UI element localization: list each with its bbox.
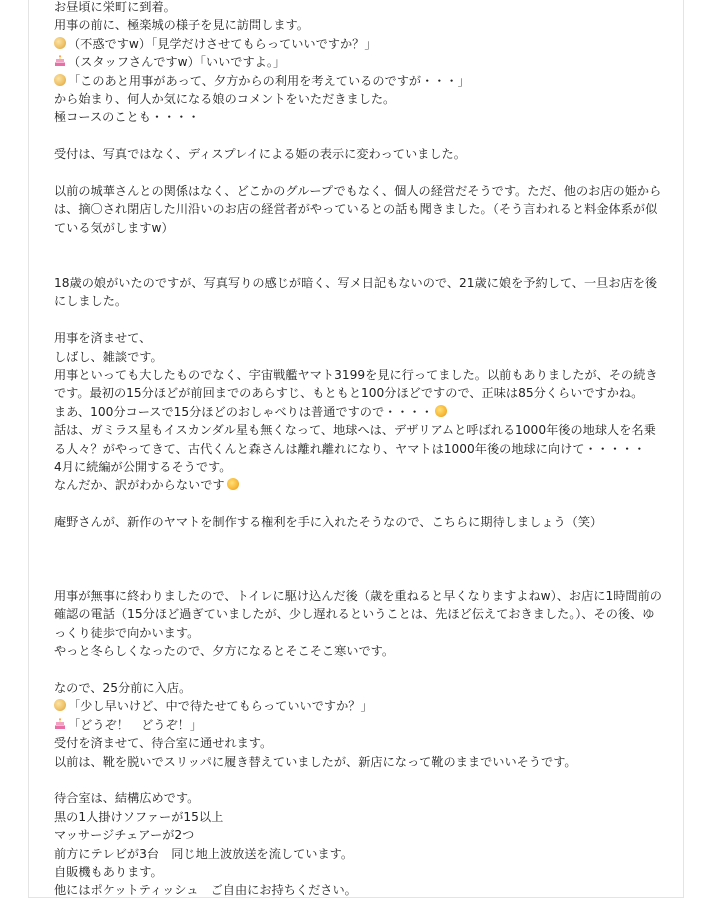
moon-face-icon xyxy=(54,699,66,711)
text-paragraph: 用事が無事に終わりましたので、トイレに駆け込んだ後（歳を重ねると早くなりますよねw）、お店に1時間前の確認の電話（15分ほど過ぎていましたが、少し遅れるということは、先ほど伝えておきました。）、その後、ゆっくり徒歩で向かいます。 xyxy=(54,588,662,640)
text-paragraph: 以前の城華さんとの関係はなく、どこかのグループでもなく、個人の経営だそうです。ただ、他のお店の姫からは、摘〇され閉店した川沿いのお店の経営者がやっているとの話も聞きました。（そう言われると料金体系が似ている気がしますw） xyxy=(54,184,662,235)
text-span: なんだか、訳がわからないです xyxy=(54,478,225,493)
dialogue-text: （スタッフさんですw）「いいですよ。」 xyxy=(68,55,286,70)
dialogue-text: 「どうぞ！ どうぞ！」 xyxy=(68,717,203,732)
text-line xyxy=(54,476,684,494)
text-line: なので、25分前に入店。 xyxy=(54,680,192,695)
text-line: 庵野さんが、新作のヤマトを制作する権利を手に入れたそうなので、こちらに期待しましょう（笑） xyxy=(54,515,603,530)
text-line: やっと冬らしくなったので、夕方になるとそこそこ寒いです。 xyxy=(54,644,395,659)
paragraph-gap xyxy=(54,550,684,568)
text-line: 受付は、写真ではなく、ディスプレイによる姫の表示に変わっていました。 xyxy=(54,147,466,162)
text-line: 待合室は、結構広めです。 xyxy=(54,791,200,806)
text-line: 受付を済ませて、待合室に通せれます。 xyxy=(54,736,273,751)
text-line: 4月に続編が公開するそうです。 xyxy=(54,460,232,475)
text-line: 黒の1人掛けソファーが15以上 xyxy=(54,809,224,824)
dialogue-text: 「少し早いけど、中で待たせてもらっていいですか？」 xyxy=(68,699,373,714)
sweat-smile-icon xyxy=(227,478,239,490)
text-line: 前方にテレビが3台 同じ地上波放送を流しています。 xyxy=(54,846,354,861)
dialogue-line-staff xyxy=(54,716,684,734)
birthday-cake-icon xyxy=(54,718,66,730)
dialogue-text: 「このあと用事があって、夕方からの利用を考えているのですが・・・」 xyxy=(68,73,470,88)
paragraph-gap xyxy=(54,256,684,274)
text-span: まあ、100分コースで15分ほどのおしゃべりは普通ですので・・・・ xyxy=(54,404,433,419)
text-line: お昼頃に栄町に到着。 xyxy=(54,0,176,14)
text-paragraph: 18歳の娘がいたのですが、写真写りの感じが暗く、写メ日記もないので、21歳に娘を予約して、一旦お店を後にしました。 xyxy=(54,276,658,309)
moon-face-icon xyxy=(54,74,66,86)
text-line xyxy=(54,403,684,421)
dialogue-text: （不惑ですw）「見学だけさせてもらっていいですか？」 xyxy=(68,36,377,51)
dialogue-line-customer xyxy=(54,35,684,53)
text-line: 以前は、靴を脱いでスリッパに履き替えていましたが、新店になって靴のままでいいそうです。 xyxy=(54,754,577,769)
paragraph-gap xyxy=(54,532,684,550)
text-line: マッサージチェアーが2つ xyxy=(54,828,195,843)
text-paragraph: 話は、ガミラス星もイスカンダル星も無くなって、地球へは、デザリアムと呼ばれる1000年後の地球人を名乗る人々？がやってきて、古代くんと森さんは離れ離れになり、ヤマトは1000年後の地球に向けて・・・・・ xyxy=(54,423,656,456)
paragraph-gap xyxy=(54,237,684,255)
paragraph-gap xyxy=(54,495,684,513)
text-line: 用事の前に、極楽城の様子を見に訪問します。 xyxy=(54,18,309,33)
moon-face-icon xyxy=(54,37,66,49)
dialogue-line-staff xyxy=(54,53,684,71)
text-line: 用事を済ませて、 xyxy=(54,331,152,346)
paragraph-gap xyxy=(54,568,684,586)
sweat-smile-icon xyxy=(435,405,447,417)
text-paragraph: 用事といっても大したものでなく、宇宙戦艦ヤマト3199を見に行ってました。以前もありましたが、その続きです。最初の15分ほどが前回までのあらすじ、もともと100分ほどですので、正味は85分くらいですかね。 xyxy=(54,368,658,401)
text-line: しばし、雑談です。 xyxy=(54,349,163,364)
article-body xyxy=(54,0,684,900)
text-line: から始まり、何人か気になる娘のコメントをいただきました。 xyxy=(54,92,396,107)
paragraph-gap xyxy=(54,311,684,329)
text-line: 他にはポケットティッシュ ご自由にお持ちください。 xyxy=(54,883,357,898)
birthday-cake-icon xyxy=(54,55,66,67)
text-line: 極コースのことも・・・・ xyxy=(54,110,200,125)
paragraph-gap xyxy=(54,164,684,182)
dialogue-line-customer xyxy=(54,72,684,90)
text-line: 自販機もあります。 xyxy=(54,864,163,879)
dialogue-line-customer xyxy=(54,697,684,715)
paragraph-gap xyxy=(54,127,684,145)
paragraph-gap xyxy=(54,771,684,789)
paragraph-gap xyxy=(54,660,684,678)
